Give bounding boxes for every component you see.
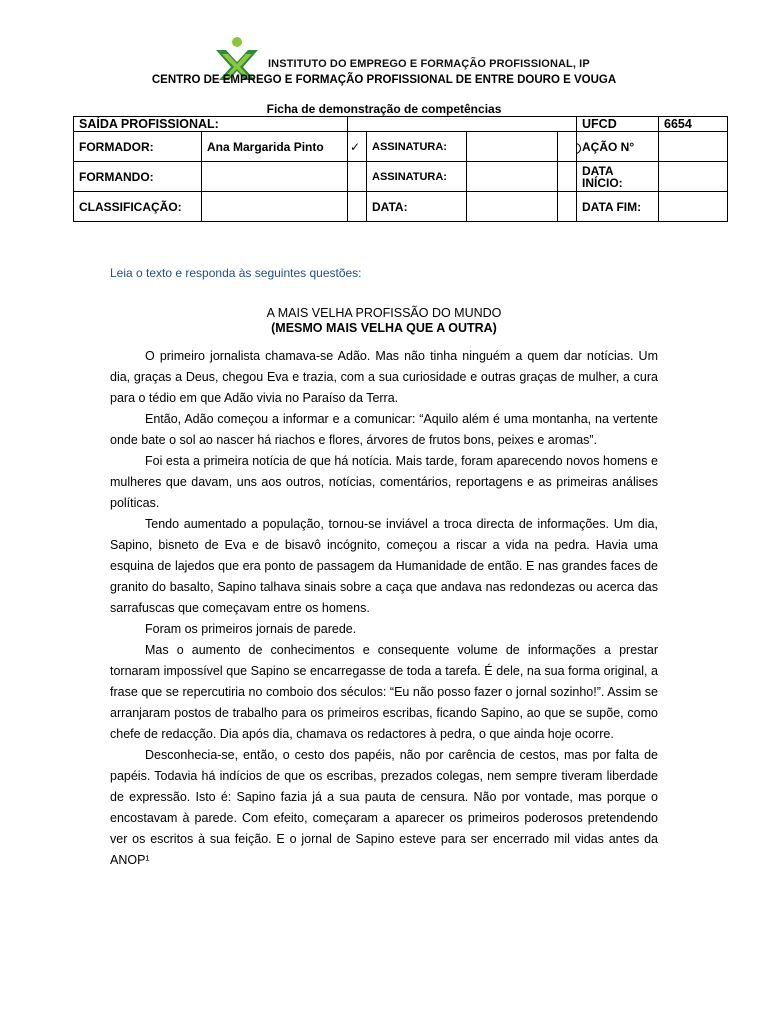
formando-field[interactable] (202, 162, 348, 192)
formando-label: FORMANDO: (74, 162, 202, 192)
article-title: A MAIS VELHA PROFISSÃO DO MUNDO (266, 306, 502, 320)
data-inicio-label (577, 162, 659, 192)
form-row-formador (74, 132, 728, 162)
ufcd-value: 6654 (659, 117, 728, 132)
data-fim-field[interactable] (659, 192, 728, 222)
article-paragraph: Tendo aumentado a população, tornou-se inviável a troca directa de informações. Um dia, Sapino, bisneto de Eva e de bisavô incógnito, começou a riscar a vida na pedra. Havia uma esquina de lajedos que era ponto de passagem da Humanidade de então. E nas grandes faces de granito do basalto, Sapino talhava sinais sobre a caça que andava nas redondezas ou acerca das sarrafuscas que começavam entre os homens. (110, 517, 658, 615)
article-paragraph: Mas o aumento de conhecimentos e consequente volume de informações a prestar tornaram impossível que Sapino se encarregasse de toda a tarefa. É dele, na sua forma original, a frase que se repercutiria no comboio dos séculos: “Eu não posso fazer o jornal sozinho!”. Assim se arranjaram postos de trabalho para os primeiros escribas, ficando Sapino, ao que se supõe, como chefe de redacção. Dia após dia, chamava os redactores à pedra, o que ainda hoje ocorre. (110, 643, 658, 741)
formando-checkbox-2[interactable] (558, 162, 577, 192)
acao-label: AÇÃO N° (582, 139, 635, 154)
radio-circle-icon[interactable] (577, 143, 582, 154)
acao-field[interactable] (659, 132, 728, 162)
formador-label: FORMADOR: (74, 132, 202, 162)
article-subtitle: (MESMO MAIS VELHA QUE A OUTRA) (271, 321, 497, 335)
form-row-formando (74, 162, 728, 192)
ufcd-label: UFCD (577, 117, 659, 132)
data-inicio-field[interactable] (659, 162, 728, 192)
article-paragraph: Foram os primeiros jornais de parede. (145, 622, 357, 636)
article-body (110, 346, 658, 871)
form-row-classificacao (74, 192, 728, 222)
saida-label: SAÍDA PROFISSIONAL: (74, 117, 348, 132)
saida-field[interactable] (348, 117, 577, 132)
article-paragraph: Foi esta a primeira notícia de que há notícia. Mais tarde, foram aparecendo novos homens e mulheres que davam, uns aos outros, notícias, comentários, reportagens e as primeiras análises políticas. (110, 454, 658, 510)
article-heading (0, 306, 768, 336)
data-inicio-label-line1: DATA (582, 163, 614, 178)
data-checkbox[interactable] (558, 192, 577, 222)
formando-assinatura-field[interactable] (467, 162, 558, 192)
formador-check-icon[interactable]: ✓ (348, 132, 367, 162)
formando-assinatura-label: ASSINATURA: (367, 162, 467, 192)
article-paragraph: Então, Adão começou a informar e a comunicar: “Aquilo além é uma montanha, na vertente onde bate o sol ao nascer há riachos e flores, árvores de frutos bons, peixes e aromas”. (110, 412, 658, 447)
classificacao-field[interactable] (202, 192, 348, 222)
formador-value: Ana Margarida Pinto (202, 132, 348, 162)
formando-checkbox[interactable] (348, 162, 367, 192)
data-field[interactable] (467, 192, 558, 222)
article-paragraph: O primeiro jornalista chamava-se Adão. Mas não tinha ninguém a quem dar notícias. Um dia, graças a Deus, chegou Eva e trazia, com a sua curiosidade e outras graças de mulher, a cura para o tédio em que Adão vivia no Paraíso da Terra. (110, 349, 658, 405)
competency-form-table (73, 116, 728, 222)
article-paragraph: Desconhecia-se, então, o cesto dos papéis, não por carência de cestos, mas por falta de papéis. Todavia há indícios de que os escribas, prezados colegas, nem sempre tiveram liberdade de expressão. Isto é: Sapino fazia já a sua pauta de censura. Não por vontade, mas porque o encostavam à parede. Com efeito, começaram a aparecer os primeiros poderosos pretendendo ver os escritos à sua feição. E o jornal de Sapino esteve para ser encerrado mil vidas antes da ANOP¹ (110, 748, 658, 867)
institute-name: INSTITUTO DO EMPREGO E FORMAÇÃO PROFISSIONAL, IP (268, 58, 590, 70)
form-row-saida (74, 117, 728, 132)
form-title: Ficha de demonstração de competências (266, 102, 502, 116)
formador-assinatura-label: ASSINATURA: (367, 132, 467, 162)
formador-assinatura-field[interactable] (467, 132, 558, 162)
classificacao-label: CLASSIFICAÇÃO: (74, 192, 202, 222)
data-label: DATA: (367, 192, 467, 222)
data-fim-label: DATA FIM: (577, 192, 659, 222)
instruction-text: Leia o texto e responda às seguintes questões: (110, 266, 362, 280)
classificacao-checkbox[interactable] (348, 192, 367, 222)
data-inicio-label-line2: INÍCIO: (582, 175, 623, 190)
acao-label-cell (577, 132, 659, 162)
formador-checkbox[interactable] (558, 132, 577, 162)
center-name: CENTRO DE EMPREGO E FORMAÇÃO PROFISSIONAL DE ENTRE DOURO E VOUGA (151, 74, 617, 86)
